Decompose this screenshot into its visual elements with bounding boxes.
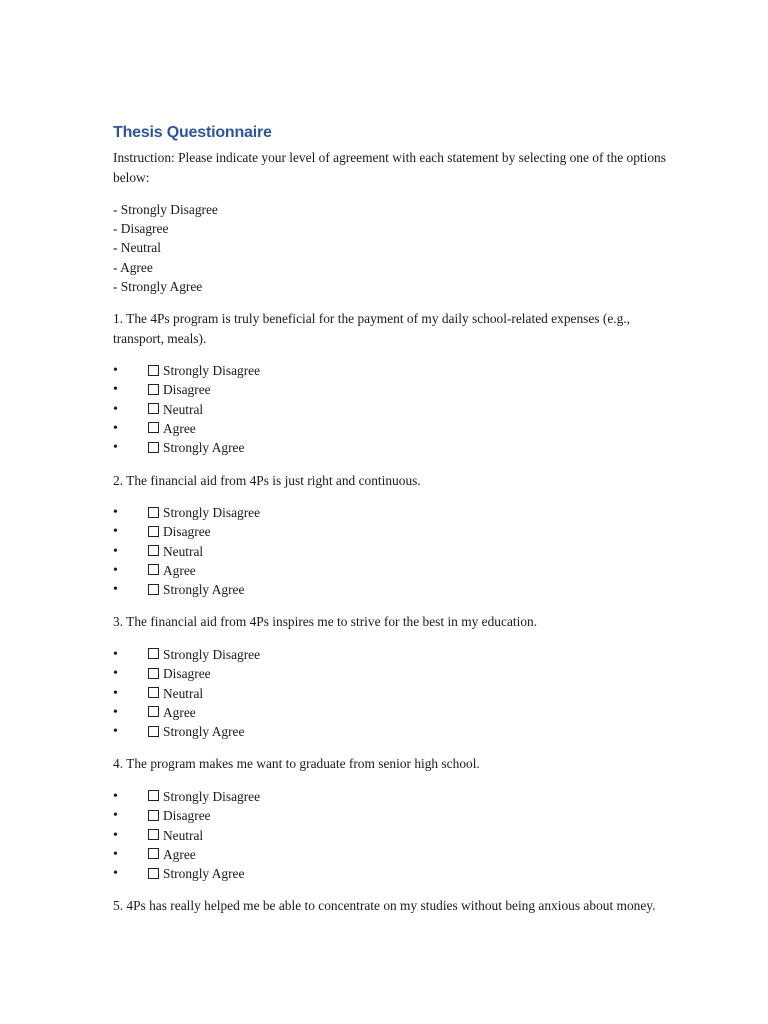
bullet-icon: • [113, 505, 118, 520]
bullet-icon: • [113, 420, 118, 436]
option-label: Strongly Disagree [163, 363, 261, 379]
options-list-q4 [113, 787, 668, 883]
option-strongly-disagree[interactable] [113, 361, 668, 380]
checkbox-icon[interactable] [148, 545, 159, 556]
option-strongly-disagree[interactable] [113, 787, 668, 806]
option-agree[interactable] [113, 419, 668, 438]
option-agree[interactable] [113, 703, 668, 722]
document-title: Thesis Questionnaire [113, 124, 272, 141]
option-strongly-agree[interactable] [113, 438, 668, 457]
option-strongly-disagree[interactable] [113, 645, 668, 664]
option-label: Neutral [163, 685, 204, 701]
bullet-icon: • [113, 363, 118, 379]
checkbox-icon[interactable] [148, 868, 159, 879]
checkbox-icon[interactable] [148, 403, 159, 414]
bullet-icon: • [113, 562, 118, 578]
option-label: Disagree [163, 382, 211, 398]
option-strongly-disagree[interactable] [113, 503, 668, 522]
bullet-icon: • [113, 724, 118, 740]
bullet-icon: • [113, 646, 118, 662]
question-1: 1. The 4Ps program is truly beneficial for the payment of my daily school-related expenses (e.g., transport, meals). [113, 311, 631, 346]
checkbox-icon[interactable] [148, 726, 159, 737]
checkbox-icon[interactable] [148, 706, 159, 717]
option-label: Disagree [163, 808, 211, 824]
option-disagree[interactable] [113, 806, 668, 825]
checkbox-icon[interactable] [148, 507, 159, 518]
options-list-q1 [113, 361, 668, 457]
option-disagree[interactable] [113, 664, 668, 683]
option-label: Disagree [163, 666, 211, 682]
option-disagree[interactable] [113, 380, 668, 399]
checkbox-icon[interactable] [148, 848, 159, 859]
option-neutral[interactable] [113, 400, 668, 419]
instruction-text: Instruction: Please indicate your level of agreement with each statement by selecting one of the options below: [113, 150, 666, 185]
scale-item: - Agree [113, 259, 153, 275]
option-label: Strongly Disagree [163, 646, 261, 662]
option-neutral[interactable] [113, 826, 668, 845]
option-label: Neutral [163, 401, 204, 417]
bullet-icon: • [113, 685, 118, 701]
option-disagree[interactable] [113, 522, 668, 541]
checkbox-icon[interactable] [148, 829, 159, 840]
scale-item: - Neutral [113, 240, 161, 256]
question-4: 4. The program makes me want to graduate from senior high school. [113, 756, 480, 772]
bullet-icon: • [113, 440, 118, 456]
checkbox-icon[interactable] [148, 810, 159, 821]
question-3: 3. The financial aid from 4Ps inspires me to strive for the best in my education. [113, 614, 538, 630]
option-neutral[interactable] [113, 684, 668, 703]
bullet-icon: • [113, 524, 118, 540]
option-label: Agree [163, 420, 196, 436]
bullet-icon: • [113, 866, 118, 882]
option-label: Strongly Agree [163, 724, 245, 740]
option-label: Agree [163, 846, 196, 862]
checkbox-icon[interactable] [148, 384, 159, 395]
bullet-icon: • [113, 788, 118, 804]
checkbox-icon[interactable] [148, 442, 159, 453]
option-strongly-agree[interactable] [113, 580, 668, 599]
checkbox-icon[interactable] [148, 687, 159, 698]
option-strongly-agree[interactable] [113, 722, 668, 741]
options-list-q3 [113, 645, 668, 741]
option-label: Agree [163, 704, 196, 720]
bullet-icon: • [113, 846, 118, 862]
option-label: Strongly Agree [163, 440, 245, 456]
option-label: Neutral [163, 543, 204, 559]
checkbox-icon[interactable] [148, 790, 159, 801]
bullet-icon: • [113, 704, 118, 720]
checkbox-icon[interactable] [148, 564, 159, 575]
option-neutral[interactable] [113, 542, 668, 561]
option-label: Disagree [163, 524, 211, 540]
checkbox-icon[interactable] [148, 526, 159, 537]
bullet-icon: • [113, 582, 118, 598]
scale-list [113, 200, 668, 296]
scale-item: - Disagree [113, 221, 169, 237]
option-label: Strongly Agree [163, 866, 245, 882]
option-label: Strongly Agree [163, 582, 245, 598]
checkbox-icon[interactable] [148, 668, 159, 679]
question-2: 2. The financial aid from 4Ps is just right and continuous. [113, 472, 421, 488]
checkbox-icon[interactable] [148, 422, 159, 433]
options-list-q2 [113, 503, 668, 599]
option-strongly-agree[interactable] [113, 864, 668, 883]
option-label: Strongly Disagree [163, 505, 261, 520]
option-label: Neutral [163, 827, 204, 843]
checkbox-icon[interactable] [148, 365, 159, 376]
bullet-icon: • [113, 543, 118, 559]
scale-item: - Strongly Disagree [113, 202, 218, 217]
scale-item: - Strongly Agree [113, 278, 203, 294]
bullet-icon: • [113, 401, 118, 417]
checkbox-icon[interactable] [148, 584, 159, 595]
option-agree[interactable] [113, 561, 668, 580]
checkbox-icon[interactable] [148, 648, 159, 659]
option-label: Strongly Disagree [163, 788, 261, 804]
bullet-icon: • [113, 666, 118, 682]
bullet-icon: • [113, 827, 118, 843]
bullet-icon: • [113, 808, 118, 824]
bullet-icon: • [113, 382, 118, 398]
question-5: 5. 4Ps has really helped me be able to concentrate on my studies without being anxious about money. [113, 898, 656, 914]
option-agree[interactable] [113, 845, 668, 864]
option-label: Agree [163, 562, 196, 578]
